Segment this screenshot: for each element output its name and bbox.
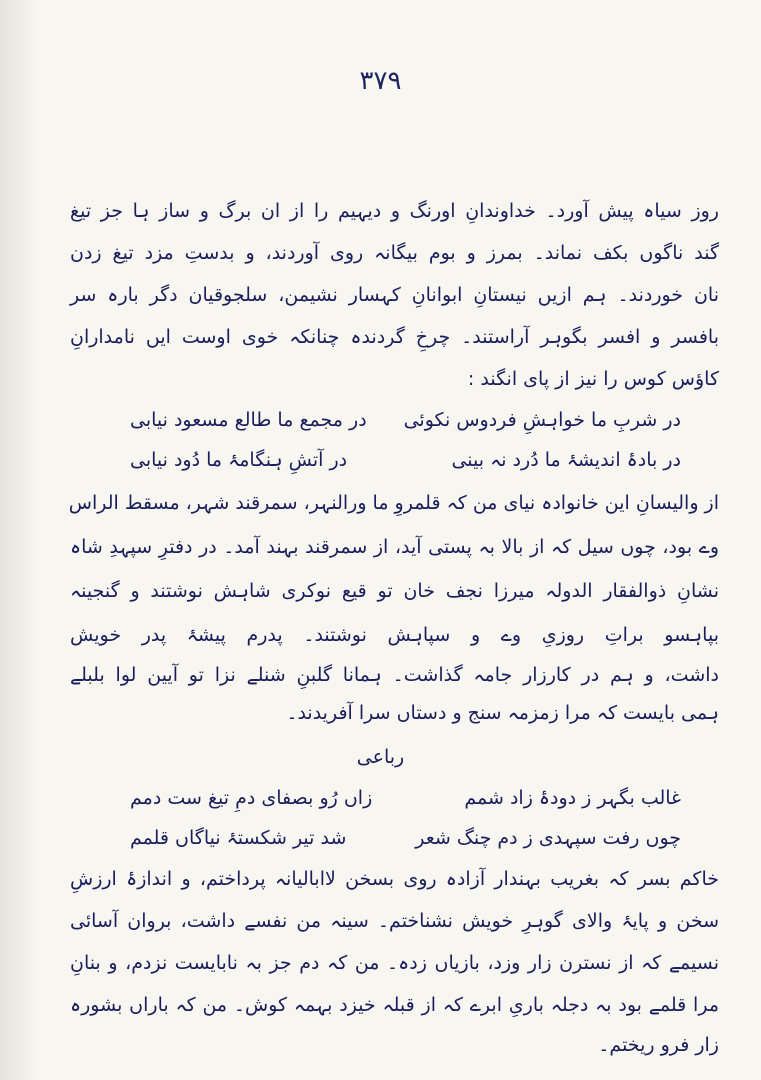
- verse-2-row-1-first-hemistich: غالب بگہر ز دودۂ زاد شمم: [464, 787, 681, 809]
- paragraph-1-line-1: روز سیاہ پیش آورد۔ خداوندانِ اورنگ و دیہیم را از ان برگ و ساز ہا جز تیغ: [70, 200, 719, 222]
- paragraph-2-line-5: داشت، و ہم در کارزار جامہ گذاشت۔ ہمانا گلبنِ شنلے نزا تو آیین لوا بلبلے: [70, 664, 719, 686]
- paragraph-1-line-5: کاؤس کوس را نیز از پای انگند :: [467, 368, 719, 390]
- paragraph-3-line-4: مرا قلمے بود بہ دجلہ باریِ ابرے کہ از قبلہ خیزد بہمہ کوش۔ من کہ باراں بشورہ: [70, 994, 719, 1016]
- paragraph-1-line-3: نان خوردند۔ ہم ازیں نیستانِ ابوانانِ کہسار نشیمن، سلجوقیان دگر بارہ سر: [70, 284, 719, 306]
- page-number: ۳۷۹: [359, 66, 402, 96]
- verse-1-row-2: [130, 446, 681, 474]
- paragraph-2-line-6: ہمی بایست کہ مرا زمزمہ سنج و دستاں سرا آفریدند۔: [286, 702, 719, 724]
- verse-2-row-1: [130, 784, 681, 812]
- paragraph-2-line-2: وے بود، چوں سیل کہ از بالا بہ پستی آید، از سمرقند بہند آمد۔ در دفترِ سپہدِ شاہ: [70, 536, 719, 558]
- paragraph-3-line-1: خاکم بسر کہ بغریب بہندار آزادہ روی بسخن لاابالیانہ پرداختم، و اندازۂ ارزشِ: [70, 868, 719, 890]
- verse-2-row-2: [130, 824, 681, 852]
- verse-2-row-2-second-hemistich: شد تیر شکستۂ نیاگاں قلمم: [130, 827, 347, 849]
- verse-1-row-1: [130, 406, 681, 434]
- paragraph-3-line-5: زار فرو ریختم۔: [598, 1034, 719, 1056]
- paragraph-1-line-2: گند ناگوں بکف نماند۔ بمرز و بوم بیگانہ روی آوردند، و بدستِ مزد تیغ زدن: [70, 242, 719, 264]
- verse-1-row-1-second-hemistich: در مجمع ما طالع مسعود نیابی: [130, 409, 367, 431]
- paragraph-2-line-3: نشانِ ذوالفقار الدولہ میرزا نجف خان تو قیع نوکری شاہش نوشتند و گنجینہ: [70, 580, 719, 602]
- verse-2-row-1-second-hemistich: زاں رُو بصفای دمِ تیغ ست دمم: [130, 787, 373, 809]
- paragraph-1-line-4: بافسر و افسر بگوہر آراستند۔ چرخِ گردندہ چنانکہ خوی اوست ایں نامدارانِ: [70, 326, 719, 348]
- paragraph-2-line-1: از والیسانِ این خانوادہ نیای من کہ قلمروِ ما ورالنہر، سمرقند شہر، مسقط الراس: [68, 492, 719, 514]
- rubai-heading: رباعی: [356, 746, 405, 768]
- verse-1-row-2-first-hemistich: در بادۂ اندیشۂ ما دُرد نہ بینی: [451, 449, 681, 471]
- verse-1-row-2-second-hemistich: در آتشِ ہنگامۂ ما دُود نیابی: [130, 449, 348, 471]
- paragraph-3-line-2: سخن و پایۂ والای گوہرِ خویش نشناختم۔ سینہ من نفسے داشت، بروان آسائی: [70, 910, 719, 932]
- verse-2-row-2-first-hemistich: چوں رفت سپہدی ز دم چنگ شعر: [415, 827, 681, 849]
- paragraph-3-line-3: نسیمے کہ از نسترن زار وزد، بازیاں زدہ۔ من کہ دم جز بہ نابایست نزدم، و بنانِ: [70, 952, 719, 974]
- verse-1-row-1-first-hemistich: در شربِ ما خواہشِ فردوس نکوئی: [403, 409, 681, 431]
- paragraph-2-line-4: بپاہسو براتِ روزیِ وے و سپاہش نوشتند۔ پدرم پیشۂ پدر خویش: [70, 624, 719, 646]
